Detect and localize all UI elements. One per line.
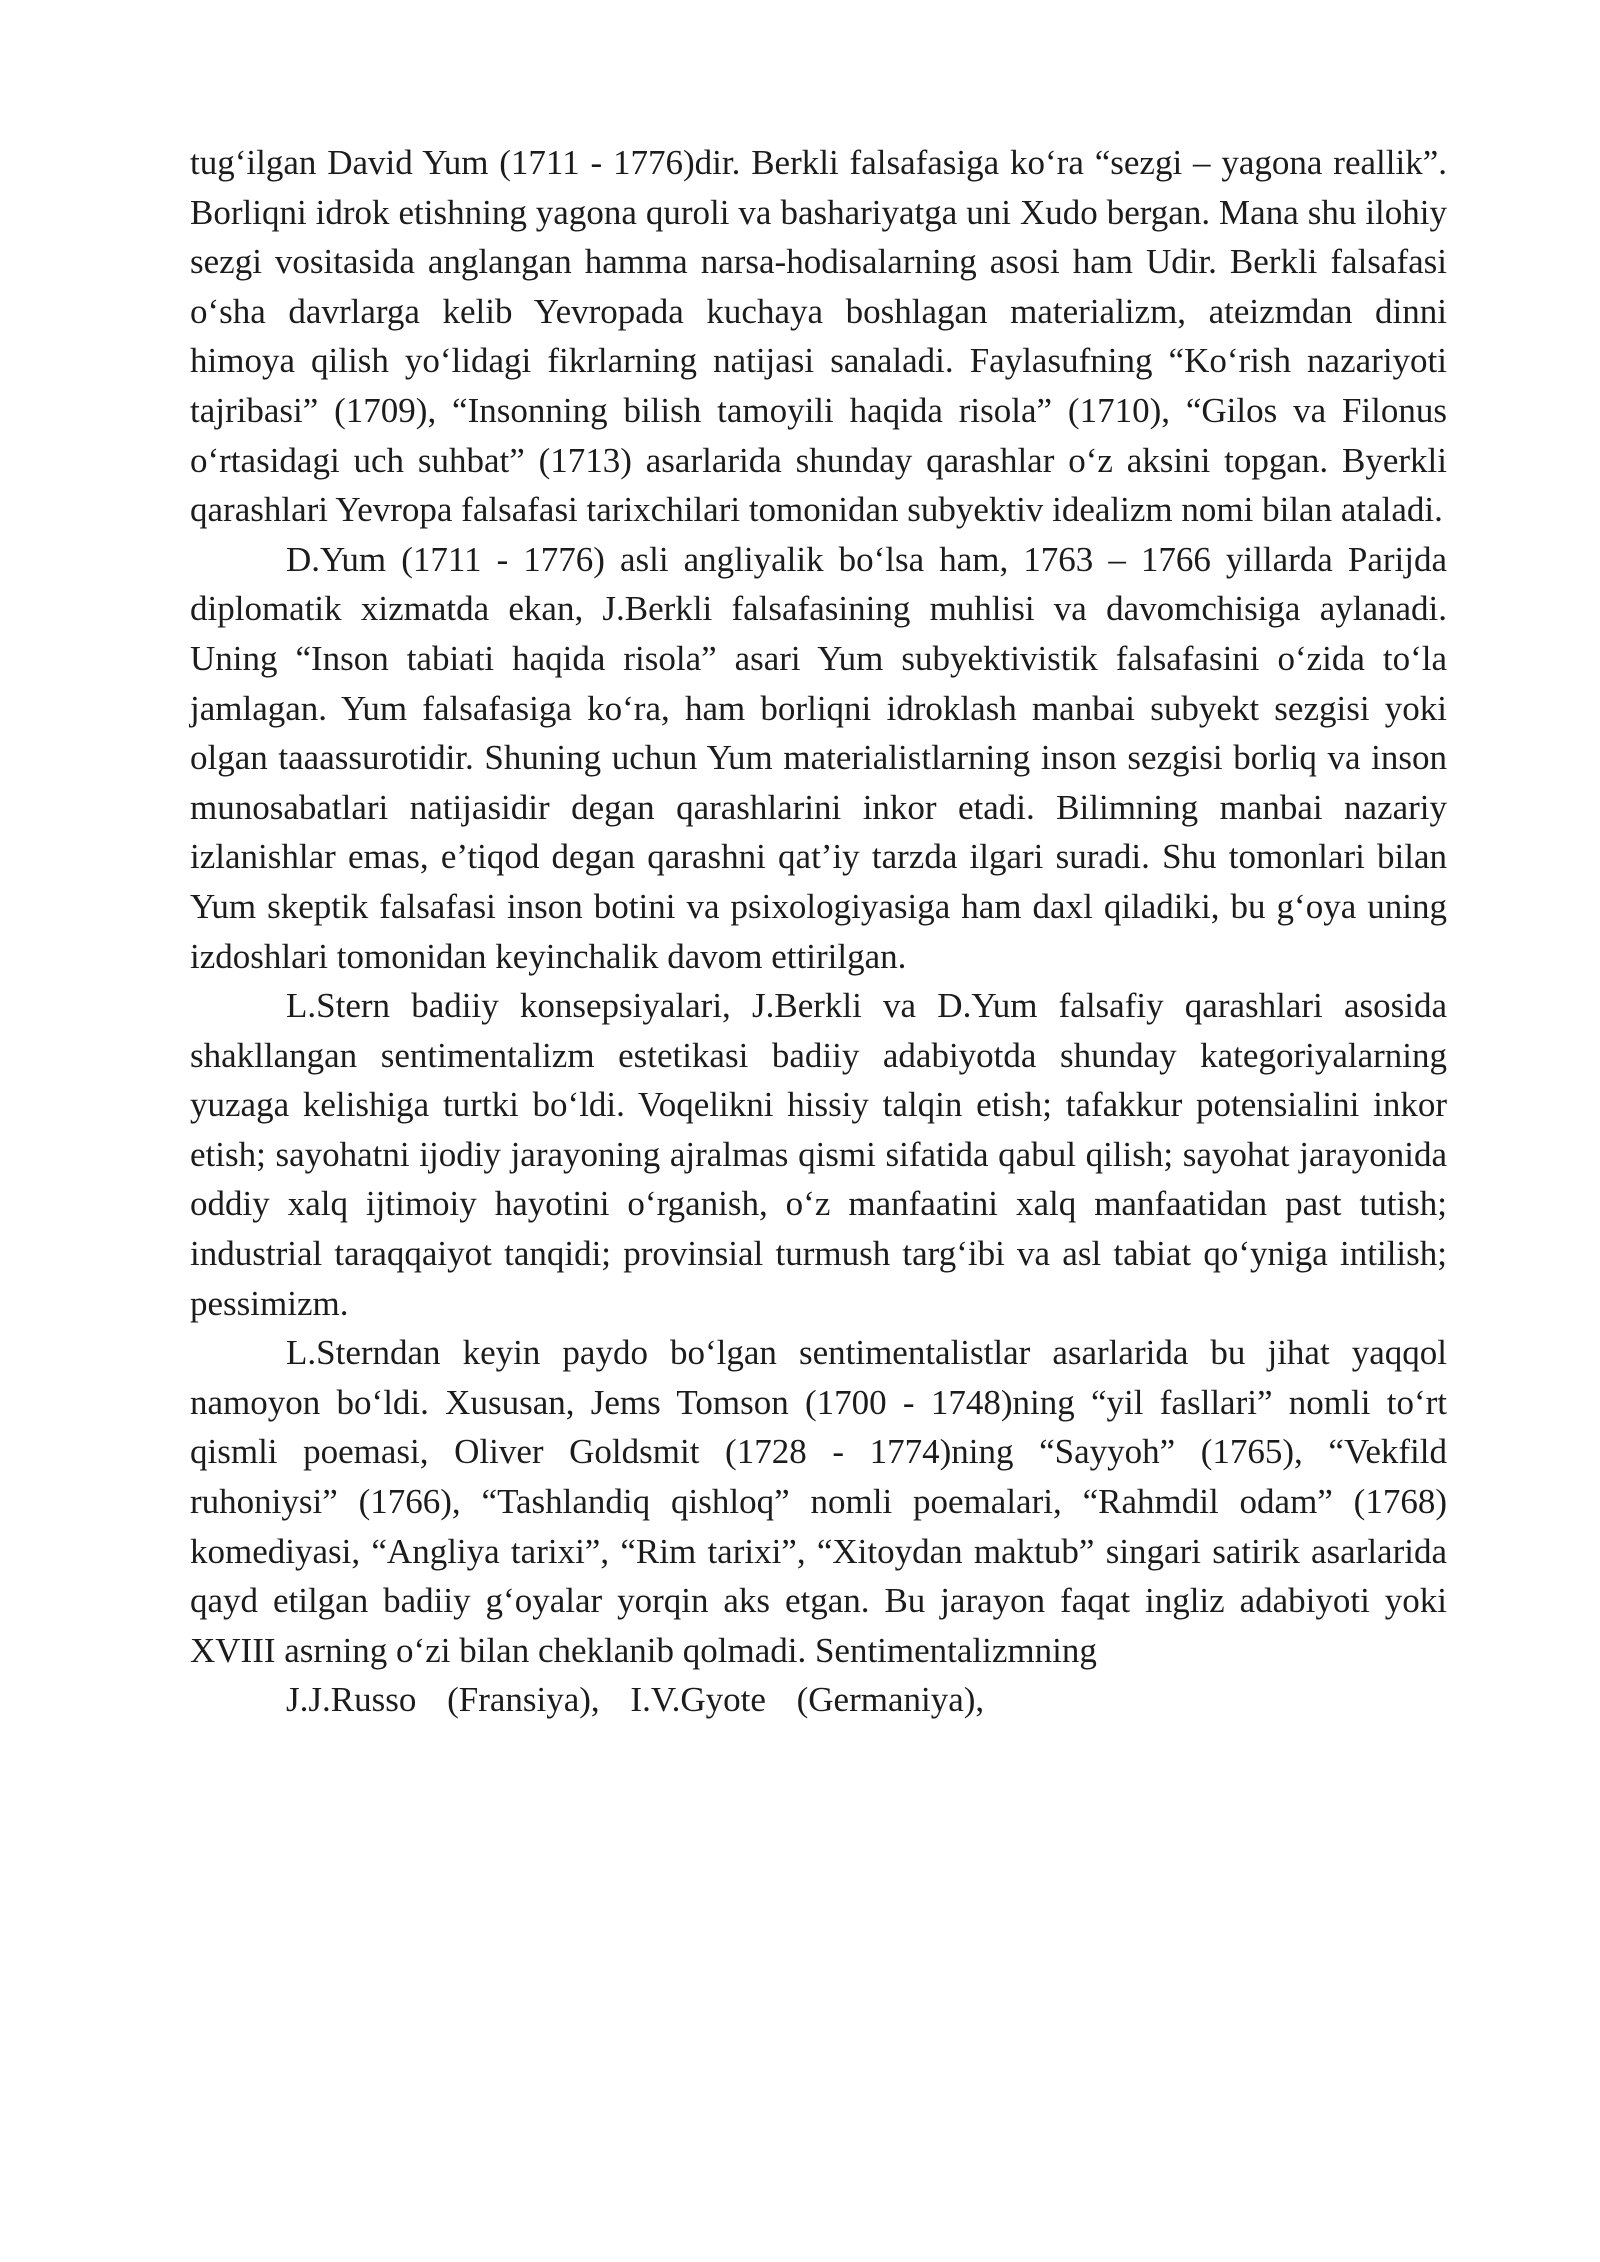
paragraph-4-body: L.Sterndan keyin paydo bo‘lgan sentimentalistlar asarlarida bu jihat yaqqol namoyon bo‘ldi. Xususan, Jems Tomson (1700 - 1748)ning “yil fasllari” nomli to‘rt qismli poemasi, Oliver Goldsmit (1728 - 1774)ning “Sayyoh” (1765), “Vekfild ruhoniysi” (1766), “Tashlandiq qishloq” nomli poemalari, “Rahmdil odam” (1768) komediyasi, “Angliya tarixi”, “Rim tarixi”, “Xitoydan maktub” singari satirik asarlarida qayd etilgan badiiy g‘oyalar yorqin aks etgan. Bu jarayon faqat ingliz adabiyoti yoki XVIII asrning o‘zi bilan cheklanib qolmadi. Sentimentalizmning [190,1333,1447,1670]
paragraph-4 [190,1328,1447,1725]
document-page [190,138,1447,1725]
paragraph-2: D.Yum (1711 - 1776) asli angliyalik bo‘lsa ham, 1763 – 1766 yillarda Parijda diplomatik xizmatda ekan, J.Berkli falsafasining muhlisi va davomchisiga aylanadi. Uning “Inson tabiati haqida risola” asari Yum subyektivistik falsafasini o‘zida to‘la jamlagan. Yum falsafasiga ko‘ra, ham borliqni idroklash manbai subyekt sezgisi yoki olgan taaassurotidir. Shuning uchun Yum materialistlarning inson sezgisi borliq va inson munosabatlari natijasidir degan qarashlarini inkor etadi. Bilimning manbai nazariy izlanishlar emas, e’tiqod degan qarashni qat’iy tarzda ilgari suradi. Shu tomonlari bilan Yum skeptik falsafasi inson botini va psixologiyasiga ham daxl qiladiki, bu g‘oya uning izdoshlari tomonidan keyinchalik davom ettirilgan. [190,539,1447,976]
paragraph-1: tug‘ilgan David Yum (1711 - 1776)dir. Berkli falsafasiga ko‘ra “sezgi – yagona reallik”. Borliqni idrok etishning yagona quroli va bashariyatga uni Xudo bergan. Mana shu ilohiy sezgi vositasida anglangan hamma narsa-hodisalarning asosi ham Udir. Berkli falsafasi o‘sha davrlarga kelib Yevropada kuchaya boshlagan materializm, ateizmdan dinni himoya qilish yo‘lidagi fikrlarning natijasi sanaladi. Faylasufning “Ko‘rish nazariyoti tajribasi” (1709), “Insonning bilish tamoyili haqida risola” (1710), “Gilos va Filonus o‘rtasidagi uch suhbat” (1713) asarlarida shunday qarashlar o‘z aksini topgan. Byerkli qarashlari Yevropa falsafasi tarixchilari tomonidan subyektiv idealizm nomi bilan ataladi. [190,143,1447,530]
paragraph-3: L.Stern badiiy konsepsiyalari, J.Berkli va D.Yum falsafiy qarashlari asosida shakllangan sentimentalizm estetikasi badiiy adabiyotda shunday kategoriyalarning yuzaga kelishiga turtki bo‘ldi. Voqelikni hissiy talqin etish; tafakkur potensialini inkor etish; sayohatni ijodiy jarayoning ajralmas qismi sifatida qabul qilish; sayohat jarayonida oddiy xalq ijtimoiy hayotini o‘rganish, o‘z manfaatini xalq manfaatidan past tutish; industrial taraqqaiyot tanqidi; provinsial turmush targ‘ibi va asl tabiat qo‘yniga intilish; pessimizm. [190,986,1447,1323]
paragraph-4-last-line: J.J.Russo (Fransiya), I.V.Gyote (Germaniya), [286,1680,985,1720]
